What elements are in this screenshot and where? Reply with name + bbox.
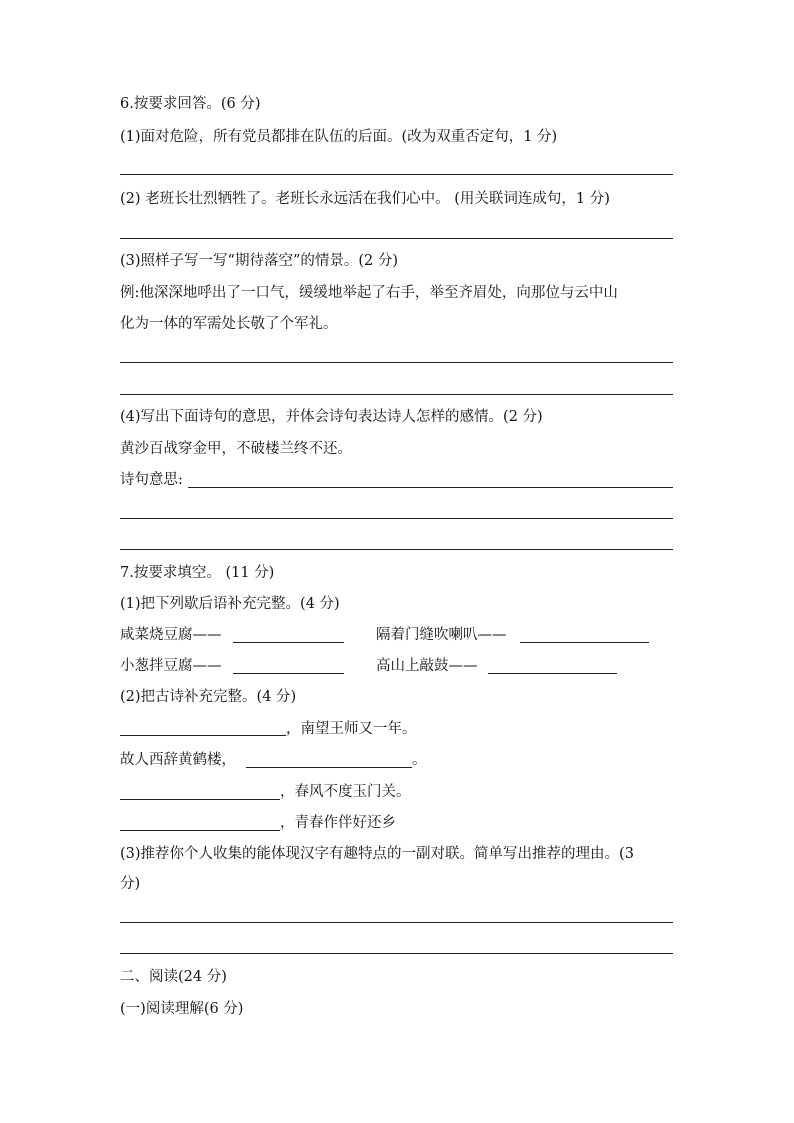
q7-part3-prompt-line2: 分) xyxy=(120,876,141,892)
xiehouyu-3: 小葱拌豆腐—— xyxy=(120,658,222,674)
answer-line[interactable] xyxy=(120,174,673,175)
answer-line[interactable] xyxy=(120,238,673,239)
q7-part3-prompt-line1: (3)推荐你个人收集的能体现汉字有趣特点的一副对联。简单写出推荐的理由。(3 xyxy=(120,846,634,862)
q7-part2-prompt: (2)把古诗补充完整。(4 分) xyxy=(120,689,297,705)
poem-1-blank[interactable] xyxy=(120,735,286,736)
q6-part4-prompt: (4)写出下面诗句的意思，并体会诗句表达诗人怎样的感情。(2 分) xyxy=(120,409,543,425)
q7-title: 7.按要求填空。 (11 分) xyxy=(120,565,275,581)
answer-line[interactable] xyxy=(120,549,673,550)
section-2-subtitle: (一)阅读理解(6 分) xyxy=(120,1001,244,1017)
poem-line-3: ，春风不度玉门关。 xyxy=(280,784,411,800)
q6-part3-example-line1: 例:他深深地呼出了一口气，缓缓地举起了右手，举至齐眉处，向那位与云中山 xyxy=(120,285,618,301)
xiehouyu-4: 高山上敲鼓—— xyxy=(376,658,478,674)
meaning-answer-line[interactable] xyxy=(188,487,673,488)
poem-line-2: 故人西辞黄鹤楼， xyxy=(120,752,236,768)
answer-line[interactable] xyxy=(120,394,673,395)
poem-2-blank[interactable] xyxy=(246,767,412,768)
poem-4-blank[interactable] xyxy=(120,830,280,831)
poem-line-2-end: 。 xyxy=(412,752,427,768)
q6-part1-prompt: (1)面对危险，所有党员都排在队伍的后面。(改为双重否定句，1 分) xyxy=(120,129,558,145)
q6-part4-meaning-label: 诗句意思: xyxy=(120,472,183,488)
q6-part3-prompt: (3)照样子写一写“期待落空”的情景。(2 分) xyxy=(120,253,399,269)
answer-line[interactable] xyxy=(120,953,673,954)
q6-part2-prompt: (2) 老班长壮烈牺牲了。老班长永远活在我们心中。 (用关联词连成句，1 分) xyxy=(120,191,610,207)
poem-line-1: ，南望王师又一年。 xyxy=(286,721,417,737)
xiehouyu-1-blank[interactable] xyxy=(233,642,344,643)
answer-line[interactable] xyxy=(120,362,673,363)
xiehouyu-4-blank[interactable] xyxy=(488,673,617,674)
poem-3-blank[interactable] xyxy=(120,799,280,800)
xiehouyu-3-blank[interactable] xyxy=(233,673,344,674)
xiehouyu-2: 隔着门缝吹喇叭—— xyxy=(376,627,507,643)
answer-line[interactable] xyxy=(120,922,673,923)
xiehouyu-1: 咸菜烧豆腐—— xyxy=(120,627,222,643)
q6-part4-poem: 黄沙百战穿金甲，不破楼兰终不还。 xyxy=(120,441,352,457)
poem-line-4: ，青春作伴好还乡 xyxy=(280,815,396,831)
xiehouyu-2-blank[interactable] xyxy=(520,642,649,643)
answer-line[interactable] xyxy=(120,518,673,519)
q6-title: 6.按要求回答。(6 分) xyxy=(120,96,261,112)
q7-part1-prompt: (1)把下列歇后语补充完整。(4 分) xyxy=(120,596,340,612)
q6-part3-example-line2: 化为一体的军需处长敬了个军礼。 xyxy=(120,316,338,332)
section-2-title: 二、阅读(24 分) xyxy=(120,969,227,985)
